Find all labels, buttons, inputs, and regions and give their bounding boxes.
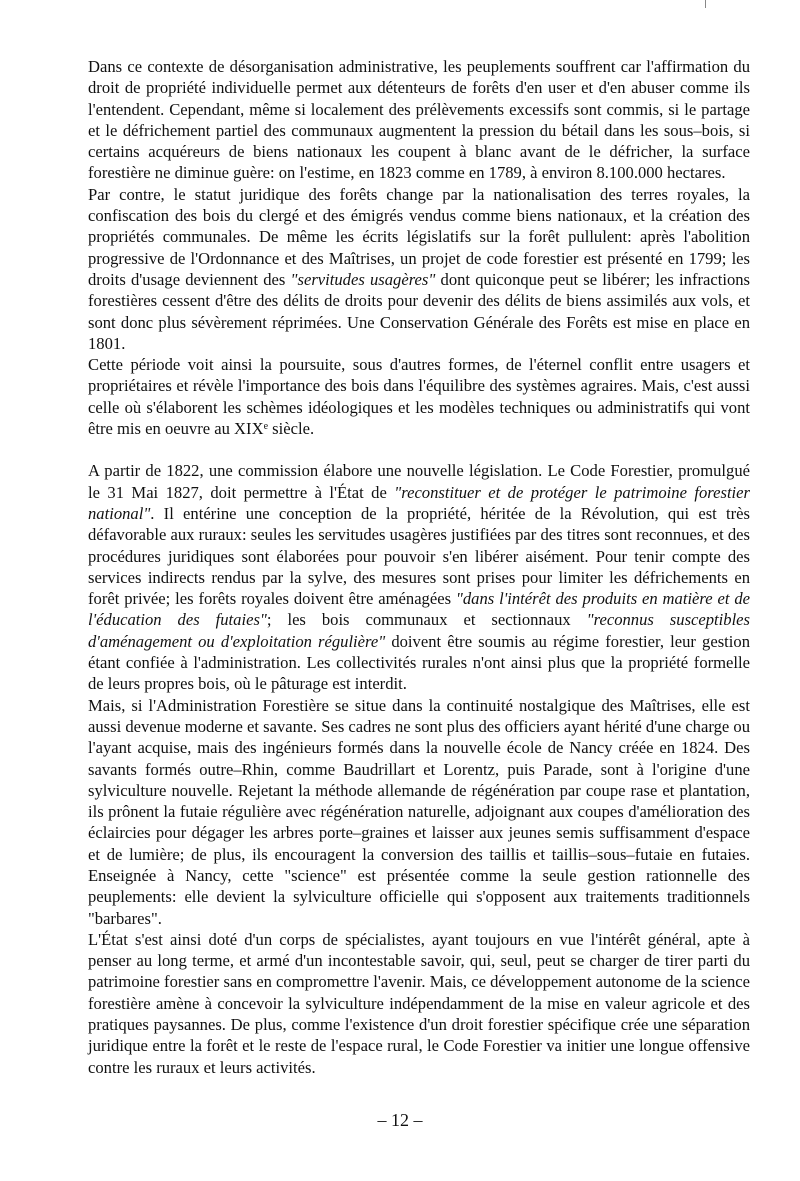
paragraph-text: ; les bois communaux et sectionnaux	[266, 610, 587, 630]
paragraph	[88, 354, 750, 439]
quoted-italic-text: "dans l'intérêt des produits en matière et de l'éducation des futaies"	[88, 589, 751, 630]
quoted-italic-text: "reconstituer et de protéger le patrimoine forestier national"	[88, 482, 750, 523]
paragraph-text: L'État s'est ainsi doté d'un corps de spécialistes, ayant toujours en vue l'intérêt général, apte à penser au long terme, et armé d'un incontestable savoir, qui, seul, peut se charger de tirer parti du patrimoine forestier sans en compromettre l'avenir. Mais, ce développement autonome de la science forestière amène à concevoir la sylviculture indépendamment de la mise en valeur agricole et des pratiques paysannes. De plus, comme l'existence d'un droit forestier spécifique crée une séparation juridique entre la forêt et le reste de l'espace rural, le Code Forestier va initier une longue offensive contre les ruraux et leurs activités.	[88, 929, 750, 1077]
paragraph-text: A partir de 1822, une commission élabore une nouvelle législation. Le Code Forestier, promulgué le 31 Mai 1827, doit permettre à l'État de	[88, 461, 750, 502]
paragraph	[88, 184, 750, 354]
quoted-italic-text: "reconnus susceptibles d'aménagement ou d'exploitation régulière"	[88, 610, 750, 651]
page-number: – 12 –	[377, 1110, 423, 1130]
paragraph-text: . Il entérine une conception de la propriété, héritée de la Révolution, qui est très défavorable aux ruraux: seules les servitudes usagères justifiées par des titres sont reconnues, et des procédures juridiques sont élaborées pour pouvoir s'en libérer aisément. Pour tenir compte des services indirects rendus par la sylve, des mesures sont prises pour limiter les défrichements en forêt privée; les forêts royales doivent être aménagées	[88, 503, 750, 609]
paragraph	[88, 695, 750, 929]
paragraph	[88, 460, 750, 694]
paragraph-text: Par contre, le statut juridique des forêts change par la nationalisation des terres royales, la confiscation des bois du clergé et des émigrés vendus comme biens nationaux, et la création des propriétés communales. De même les écrits législatifs sur la forêt pullulent: après l'abolition progressive de l'Ordonnance et des Maîtrises, un projet de code forestier est présenté en 1799; les droits d'usage deviennent des	[88, 184, 750, 289]
paragraph-text: dont quiconque peut se libérer; les infractions forestières cessent d'être des délits de droits pour devenir des délits de biens assimilés aux vols, et sont donc plus sévèrement réprimées. Une Conservation Générale des Forêts est mise en place en 1801.	[88, 269, 750, 353]
paragraph-text: doivent être soumis au régime forestier, leur gestion étant confiée à l'administration. Les collectivités rurales n'ont ainsi plus que la propriété formelle de leurs propres bois, où le pâturage est interdit.	[88, 631, 750, 694]
paragraph-text: Dans ce contexte de désorganisation administrative, les peuplements souffrent car l'affirmation du droit de propriété individuelle permet aux détenteurs de forêts d'en user et d'en abuser comme ils l'entendent. Cependant, même si localement des prélèvements excessifs sont commis, si le partage et le défrichement partiel des communaux augmentent la pression du bétail dans les sous–bois, si certains acquéreurs de biens nationaux les coupent à blanc avant de le défricher, la surface forestière ne diminue guère: on l'estime, en 1823 comme en 1789, à environ 8.100.000 hectares.	[88, 57, 750, 183]
paragraph-text: Cette période voit ainsi la poursuite, sous d'autres formes, de l'éternel conflit entre usagers et propriétaires et révèle l'importance des bois dans l'équilibre des systèmes agraires. Mais, c'est aussi celle où s'élaborent les schèmes idéologiques et les modèles techniques ou administratifs qui vont être mis en oeuvre au XIX	[88, 355, 750, 439]
scan-edge-mark	[705, 0, 706, 8]
paragraph	[88, 56, 750, 184]
paragraph-text: Mais, si l'Administration Forestière se situe dans la continuité nostalgique des Maîtrises, elle est aussi devenue moderne et savante. Ses cadres ne sont plus des officiers ayant hérité d'une charge ou l'ayant acquise, mais des ingénieurs formés dans la nouvelle école de Nancy créée en 1824. Des savants formés outre–Rhin, comme Baudrillart et Lorentz, puis Parade, sont à l'origine d'une sylviculture nouvelle. Rejetant la méthode allemande de régénération par coupe rase et plantation, ils prônent la futaie régulière avec régénération naturelle, adjoignant aux coupes d'amélioration des éclaircies pour dégager les arbres porte–graines et laisser aux jeunes semis suffisamment d'espace et de lumière; de plus, ils encouragent la conversion des taillis et taillis–sous–futaie en futaies. Enseignée à Nancy, cette "science" est présentée comme la seule gestion rationnelle des peuplements: elle devient la sylviculture officielle qui s'opposent aux traitements traditionnels "barbares".	[88, 695, 750, 928]
superscript: e	[263, 421, 269, 433]
quoted-italic-text: "servitudes usagères"	[290, 269, 436, 289]
paragraph-text: siècle.	[268, 419, 315, 439]
body-text	[88, 56, 750, 1078]
paragraph	[88, 929, 750, 1078]
